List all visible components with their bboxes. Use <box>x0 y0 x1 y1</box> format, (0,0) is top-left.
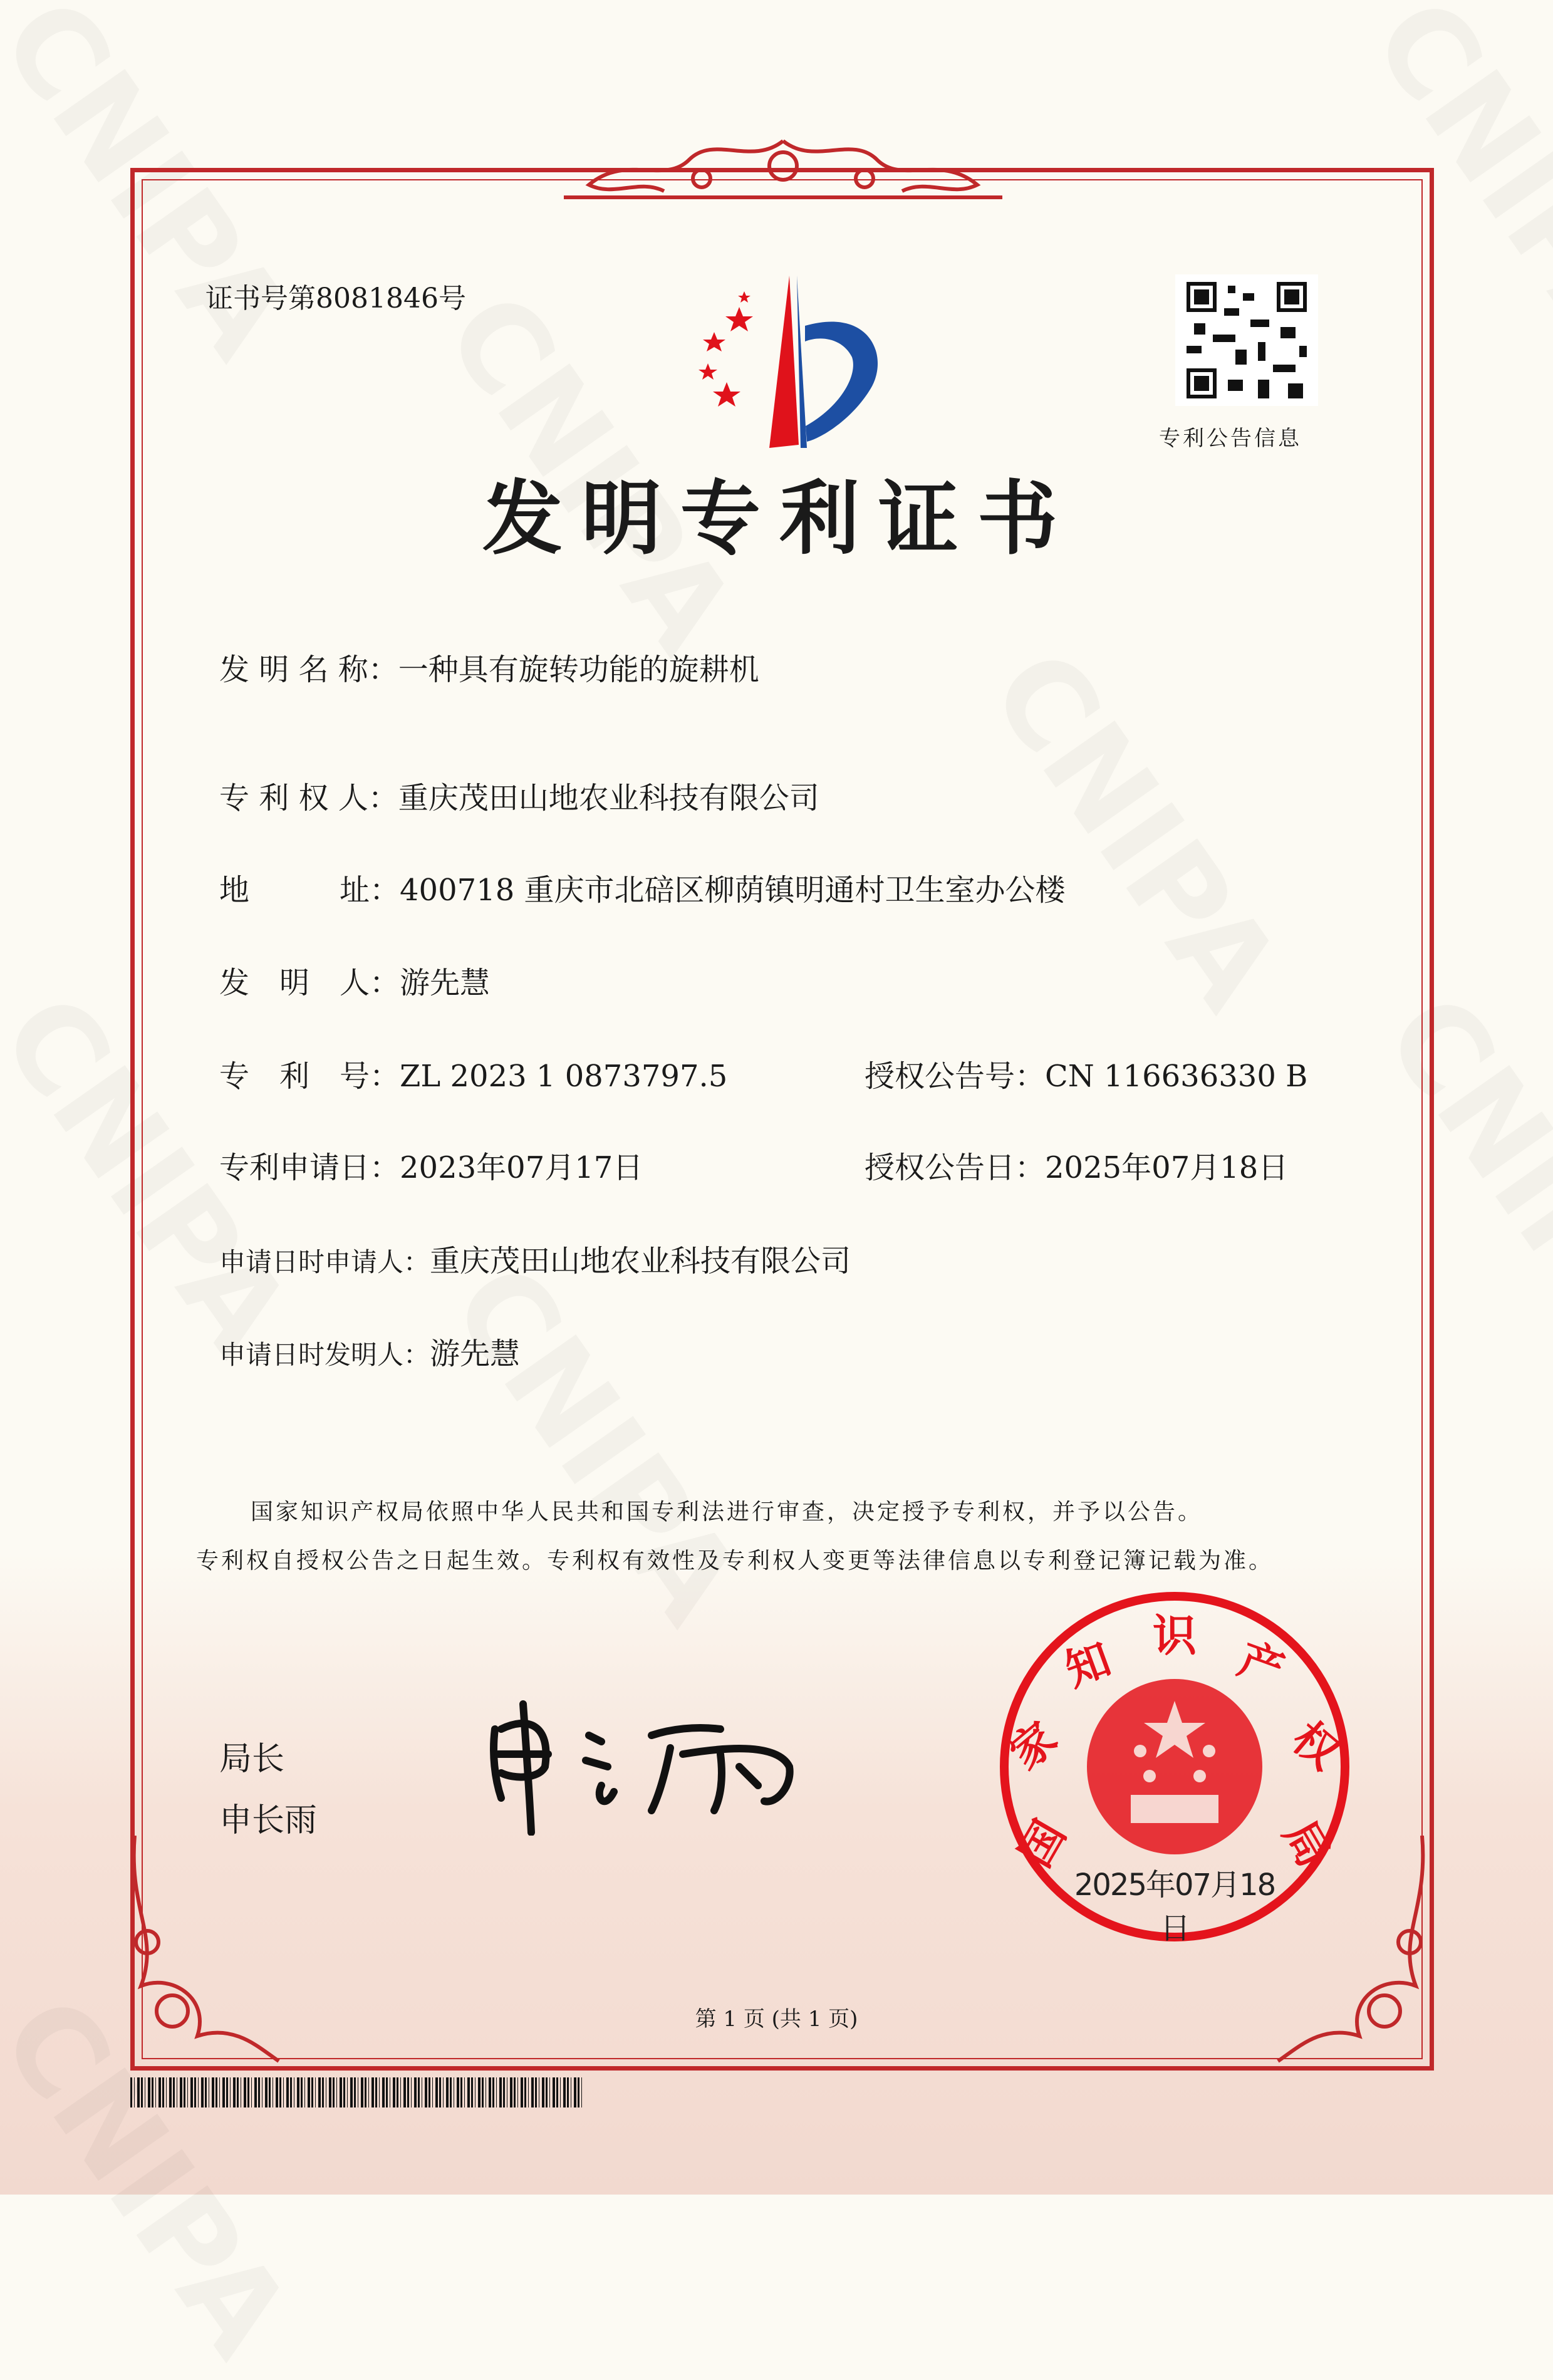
declaration-line: 国家知识产权局依照中华人民共和国专利法进行审查，决定授予专利权，并予以公告。 <box>251 1499 1203 1525</box>
field-label: 专 利 权 人： <box>219 781 398 816</box>
signature <box>482 1691 802 1836</box>
field-patent-number <box>219 1052 727 1095</box>
barcode <box>130 2077 584 2107</box>
cnipa-logo <box>664 269 902 451</box>
field-value: 2025年07月18日 <box>1045 1150 1289 1185</box>
field-value: 重庆茂田山地农业科技有限公司 <box>430 1244 851 1279</box>
seal-date: 2025年07月18日 <box>1074 1868 1275 1946</box>
corner-ornament-left <box>122 1836 285 2074</box>
field-label: 申请日时发明人： <box>219 1339 430 1370</box>
qr-code[interactable] <box>1175 274 1318 406</box>
signatory-name: 申长雨 <box>219 1802 318 1839</box>
seal-char: 识 <box>1153 1610 1197 1661</box>
field-label: 专利申请日： <box>219 1150 400 1185</box>
field-address <box>219 866 1066 909</box>
seal-char: 局 <box>1273 1812 1340 1876</box>
signatory-title: 局长 <box>219 1740 285 1778</box>
seal-char: 产 <box>1232 1633 1291 1697</box>
field-label: 发 明 名 称： <box>219 652 398 687</box>
seal-char: 国 <box>1009 1812 1076 1876</box>
field-value: ZL 2023 1 0873797.5 <box>400 1059 728 1094</box>
seal-char: 家 <box>1000 1712 1067 1780</box>
field-value: 重庆茂田山地农业科技有限公司 <box>398 781 819 816</box>
field-label: 授权公告日： <box>865 1150 1046 1185</box>
field-value: CN 116636330 B <box>1045 1059 1308 1094</box>
field-grant-publication-number <box>865 1052 1307 1095</box>
certificate-number: 证书号第8081846号 <box>205 283 466 314</box>
corner-ornament-right <box>1272 1836 1435 2074</box>
qr-label: 专利公告信息 <box>1159 426 1302 451</box>
field-value: 一种具有旋转功能的旋耕机 <box>398 652 759 687</box>
field-label: 专 利 号： <box>219 1059 400 1094</box>
field-label: 授权公告号： <box>865 1059 1046 1094</box>
field-label: 申请日时申请人： <box>219 1247 430 1277</box>
field-value: 游先慧 <box>400 965 491 1000</box>
field-value: 游先慧 <box>430 1336 521 1371</box>
field-grant-publication-date <box>865 1143 1288 1187</box>
field-patentee <box>219 774 819 817</box>
field-label: 发 明 人： <box>219 965 400 1000</box>
seal-char: 知 <box>1058 1633 1118 1697</box>
field-invention-name <box>219 645 759 689</box>
field-filing-date <box>219 1143 643 1187</box>
declaration-line: 专利权自授权公告之日起生效。专利权有效性及专利权人变更等法律信息以专利登记簿记载为准。 <box>196 1548 1274 1574</box>
page-title: 发明专利证书 <box>482 472 1077 566</box>
top-ornament <box>564 128 1002 207</box>
field-applicant-at-filing <box>219 1237 851 1280</box>
field-label: 地 址： <box>219 873 400 908</box>
page-number: 第 1 页 (共 1 页) <box>695 2007 858 2032</box>
field-inventor-at-filing <box>219 1329 520 1373</box>
field-value: 2023年07月17日 <box>400 1150 643 1185</box>
field-value: 400718 重庆市北碚区柳荫镇明通村卫生室办公楼 <box>400 873 1066 908</box>
seal-char: 权 <box>1282 1712 1349 1780</box>
field-inventor <box>219 959 490 1002</box>
